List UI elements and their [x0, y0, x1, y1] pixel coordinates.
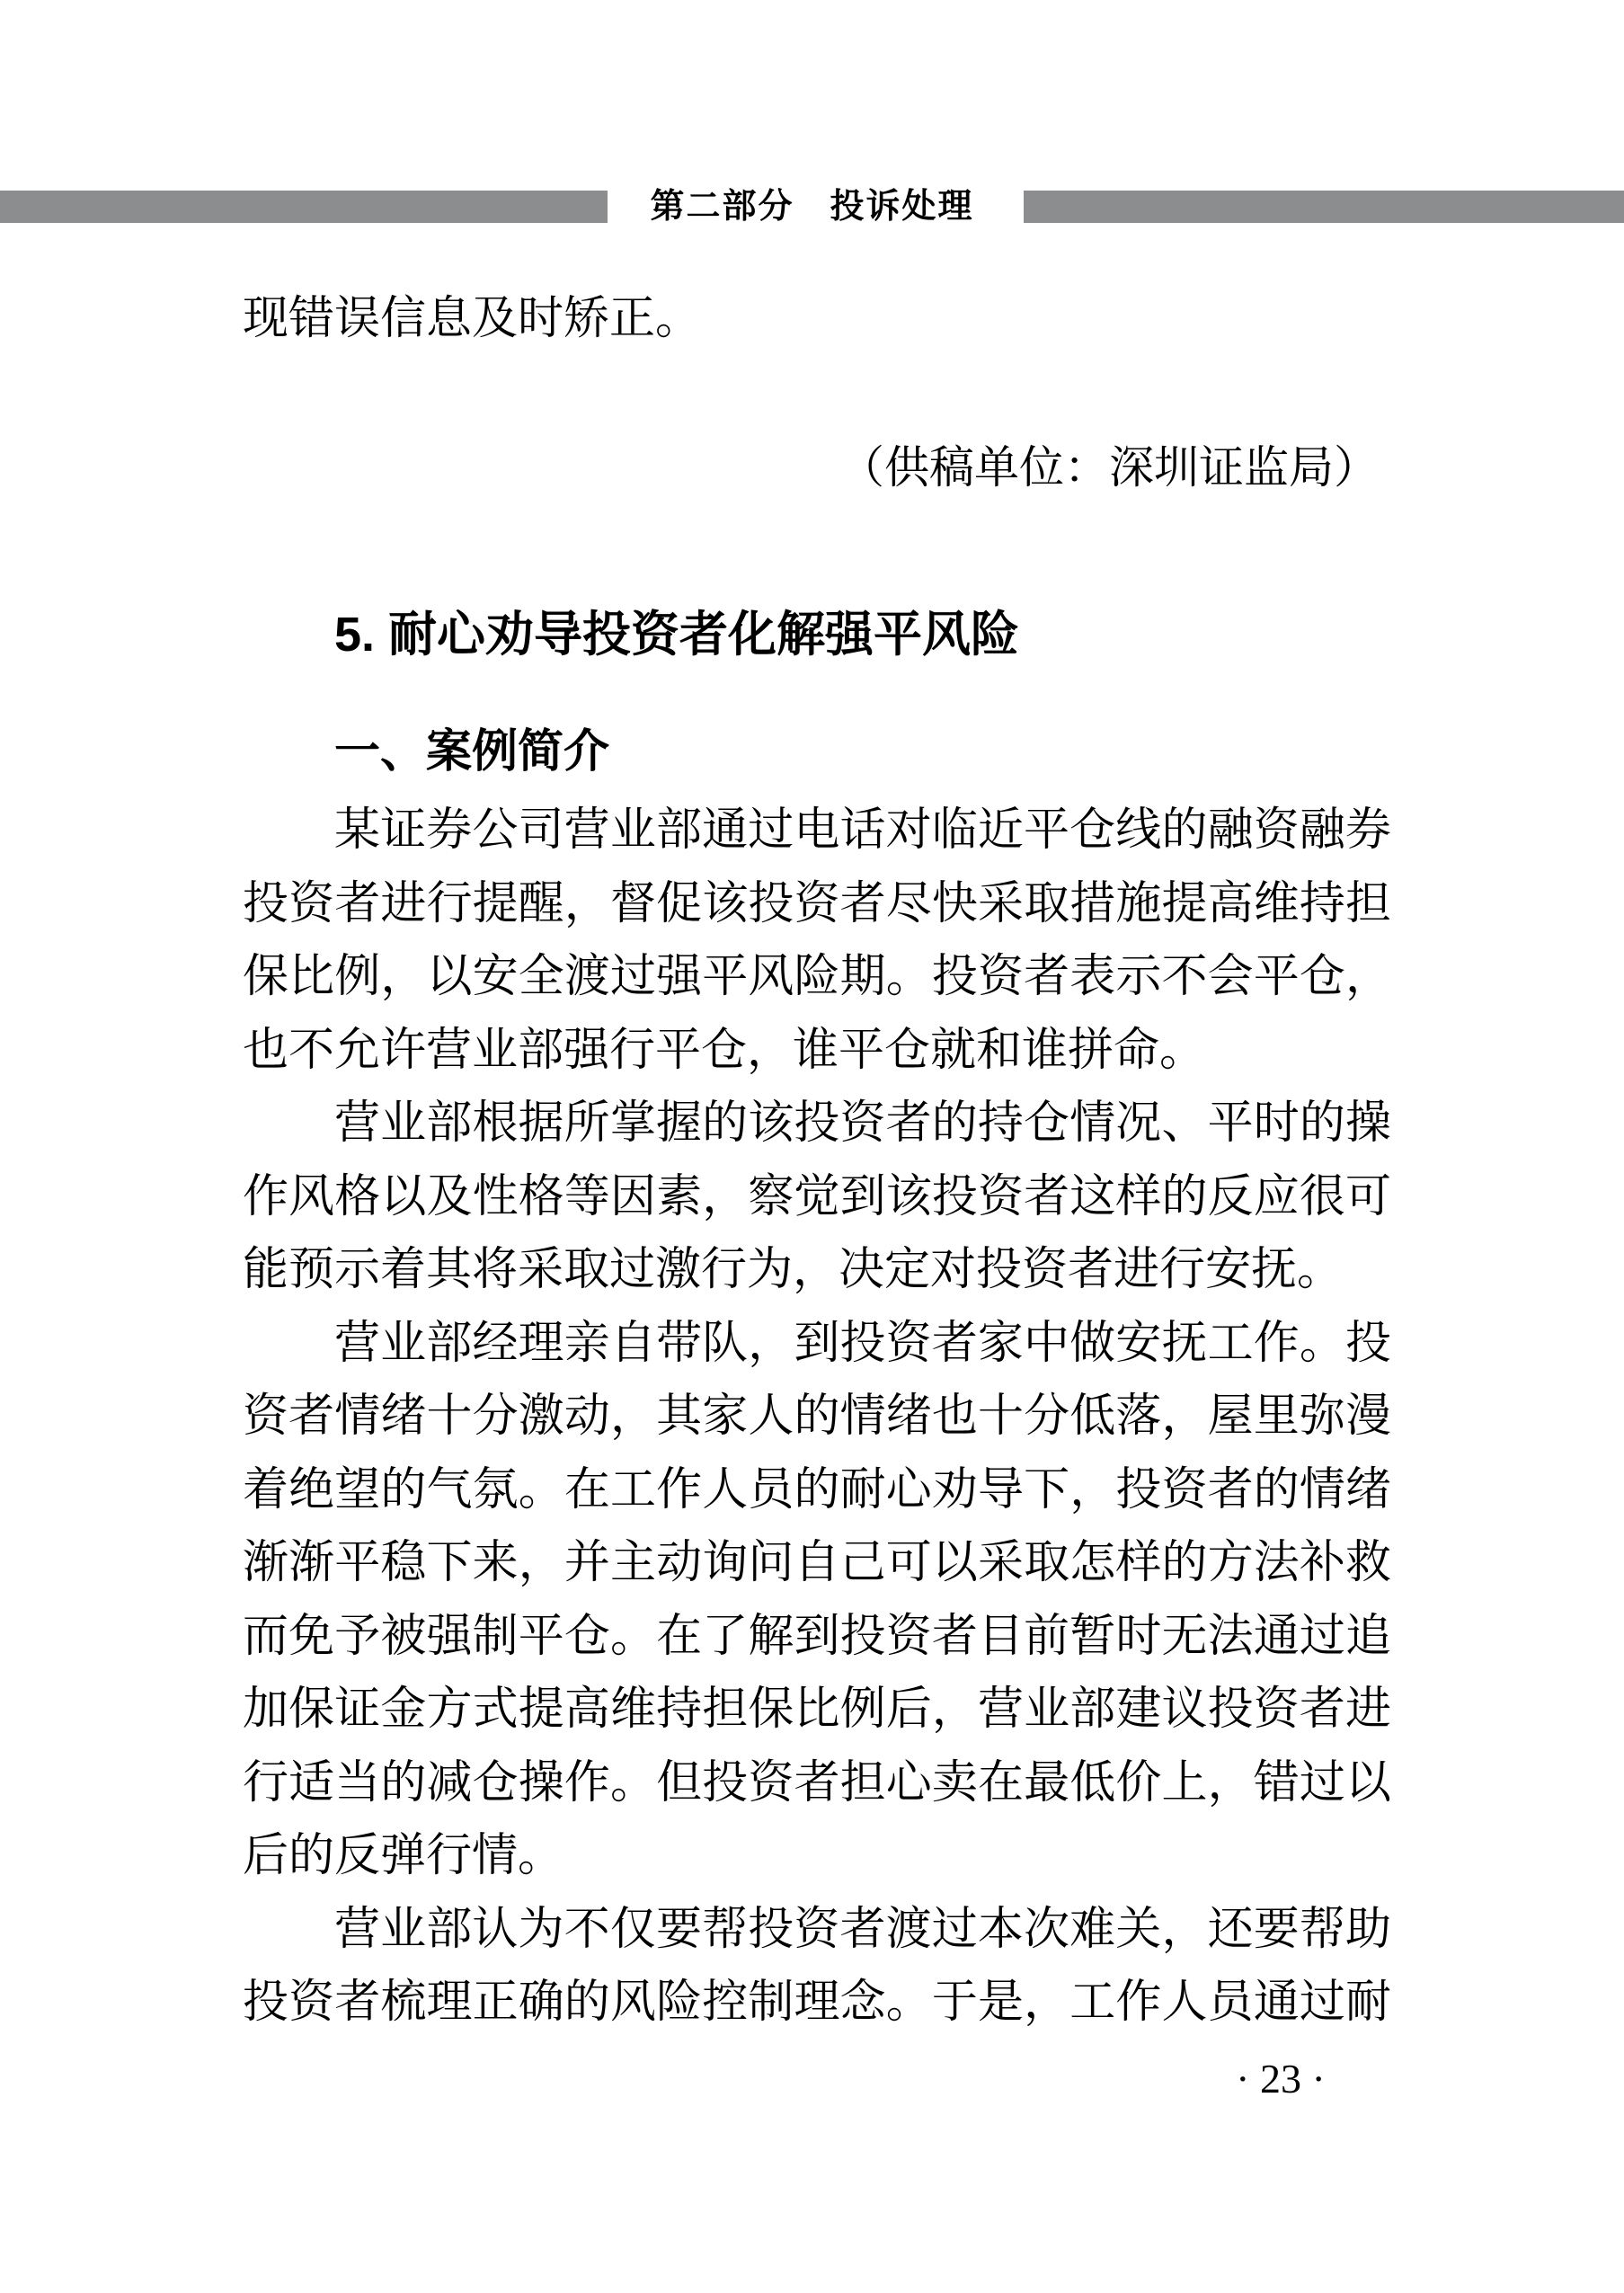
- body-line: 营业部根据所掌握的该投资者的持仓情况、平时的操: [334, 1098, 1391, 1149]
- body-line: 营业部认为不仅要帮投资者渡过本次难关，还要帮助: [334, 1904, 1391, 1955]
- subsection-heading: 一、案例简介: [334, 725, 610, 777]
- body-line: 渐渐平稳下来，并主动询问自己可以采取怎样的方法补救: [243, 1538, 1391, 1588]
- body-line: 着绝望的气氛。在工作人员的耐心劝导下，投资者的情绪: [243, 1464, 1391, 1515]
- header-rule-right: [1024, 191, 1624, 223]
- body-text: [243, 795, 1391, 2040]
- body-line: 也不允许营业部强行平仓，谁平仓就和谁拼命。: [243, 1025, 1206, 1076]
- body-line: 投资者梳理正确的风险控制理念。于是，工作人员通过耐: [243, 1977, 1391, 2028]
- body-line: 行适当的减仓操作。但投资者担心卖在最低价上，错过以: [243, 1757, 1391, 1809]
- attribution-line: （供稿单位：深圳证监局）: [839, 442, 1379, 493]
- body-line: 能预示着其将采取过激行为，决定对投资者进行安抚。: [243, 1245, 1344, 1295]
- section-heading: 5. 耐心劝导投资者化解强平风险: [334, 608, 1020, 662]
- body-line: 营业部经理亲自带队，到投资者家中做安抚工作。投: [334, 1318, 1391, 1369]
- paragraph-continuation-line: 现错误信息及时矫正。: [243, 294, 702, 344]
- body-line: 保比例，以安全渡过强平风险期。投资者表示不会平仓，: [243, 952, 1391, 1002]
- body-line: 某证券公司营业部通过电话对临近平仓线的融资融券: [334, 805, 1391, 856]
- running-header-title: 第二部分 投诉处理: [650, 188, 974, 226]
- body-line: 资者情绪十分激动，其家人的情绪也十分低落，屋里弥漫: [243, 1391, 1391, 1442]
- page-number: · 23 ·: [1236, 2056, 1326, 2102]
- body-line: 作风格以及性格等因素，察觉到该投资者这样的反应很可: [243, 1171, 1391, 1222]
- body-line: 加保证金方式提高维持担保比例后，营业部建议投资者进: [243, 1684, 1391, 1735]
- body-line: 而免予被强制平仓。在了解到投资者目前暂时无法通过追: [243, 1611, 1391, 1662]
- body-line: 投资者进行提醒，督促该投资者尽快采取措施提高维持担: [243, 878, 1391, 929]
- body-line: 后的反弹行情。: [243, 1831, 564, 1881]
